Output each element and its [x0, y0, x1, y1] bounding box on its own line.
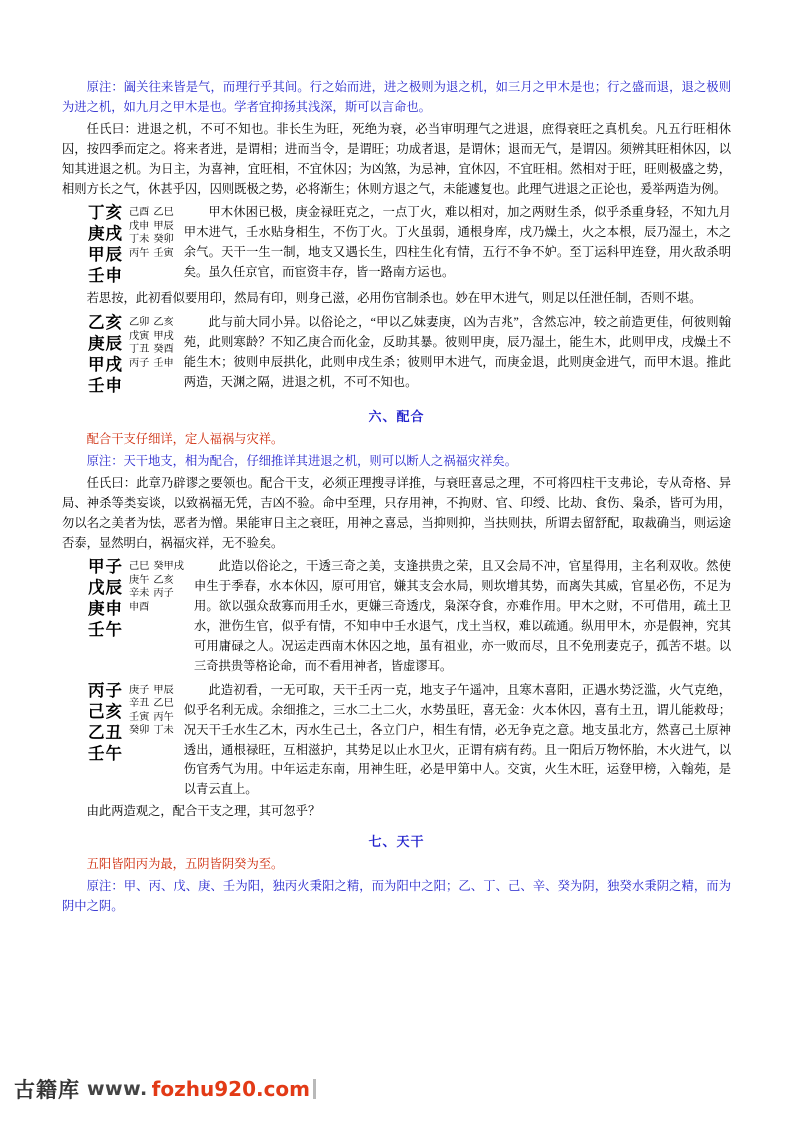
luck-item: 甲辰 [153, 684, 174, 696]
luck-item: 丁丑 [129, 344, 150, 356]
luck-col-b [151, 681, 175, 765]
bazi-main-pillars-4 [88, 681, 127, 765]
luck-col-a [127, 681, 151, 765]
pillar-2: 庚辰 [88, 334, 123, 354]
pillar-1: 丁亥 [88, 203, 123, 223]
luck-item: 癸卯 [129, 725, 150, 737]
section-heading-six: 六、配合 [368, 408, 425, 424]
domain-name: fozhu920.com [151, 1077, 311, 1101]
luck-item: 丙子 [153, 588, 174, 600]
luck-col-b [151, 203, 175, 287]
pillar-2: 戊辰 [88, 578, 123, 598]
bazi-main-pillars-1 [88, 203, 127, 287]
bazi-luck-pillars-2 [127, 313, 176, 397]
luck-item: 丁未 [153, 725, 174, 737]
bazi-chart-2-commentary [184, 313, 731, 393]
brand-name: 古籍库 [14, 1078, 80, 1102]
section-heading-seven: 七、天干 [368, 834, 425, 850]
renshi-six: 任氏曰：此章乃辟谬之要领也。配合干支，必须正理搜寻详推，与衰旺喜忌之理，不可将四柱干支弗论，专从奇格、异局、神杀等类妄谈，以致祸福无凭，吉凶不验。命中至理，只存用神，不拘财、官、印绶、比劫、食伤、枭杀，皆可为用，勿以名之美者为怯，恶者为憎。果能审日主之衰旺，用神之喜忌，当抑则抑，当扶则扶，所谓去留舒配，取裁确当，则运途否泰，显然明白，祸福灾祥，无不验矣。 [62, 475, 731, 550]
pillar-3: 甲戌 [88, 355, 123, 375]
chart-4-text: 此造初看，一无可取，天干壬丙一克，地支子午遥冲，且寒木喜阳，正遇水势泛滥，火气克绝，似乎名利无成。余细推之，三水二土二火，水势虽旺，喜无金：火本休囚，喜有土丑，谓儿能救母；况天干壬水生乙木，丙水生己土，各立门户，相生有情，必无争克之意。地支虽北方，然喜己土原神透出，通根禄旺，互相滋护，其势足以止水卫火，正谓有病有药。且一阳后万物怀胎，木火进气，以伤官秀气为用。中年运走东南，用神生旺，必是甲第中人。交寅，火生木旺，运登甲榜，入翰苑，是以青云直上。 [183, 682, 731, 797]
pillar-2: 己亥 [88, 701, 123, 721]
luck-item: 甲戌 [153, 330, 174, 342]
pillar-4: 壬午 [88, 743, 123, 763]
pillar-1: 丙子 [88, 680, 123, 700]
bazi-chart-4-commentary [184, 681, 731, 800]
luck-item: 乙亥 [153, 574, 174, 586]
luck-col-b [151, 313, 175, 397]
yuanzhu-seven: 原注：甲、丙、戊、庚、壬为阳，独丙火秉阳之精，而为阳中之阳；乙、丁、己、辛、癸为阴，独癸水秉阴之精，而为阴中之阴。 [62, 879, 731, 913]
paragraph-yuanzhu-1: 原注：阖关往来皆是气，而理行乎其间。行之始而进，进之极则为退之机，如三月之甲木是也；行之盛而退，退之极则为进之机，如九月之甲木是也。学者宜抑扬其浅深，斯可以言命也。 [62, 80, 731, 114]
chart-1-note: 若思按，此初看似要用印，然局有印，则身己滋，必用伤官制杀也。妙在甲木进气，则足以任泄任制，否则不堪。 [86, 291, 702, 306]
luck-item: 戊申 [129, 220, 150, 232]
luck-item: 己酉 [129, 207, 150, 219]
pillar-1: 乙亥 [88, 313, 123, 333]
pillar-3: 庚申 [88, 599, 123, 619]
luck-item: 己巳 [129, 561, 150, 573]
bazi-main-pillars-2 [88, 313, 127, 397]
luck-col-a [127, 313, 151, 397]
luck-col-a [127, 203, 151, 287]
closing-paragraph: 由此两造观之，配合干支之理，其可忽乎？ [86, 804, 321, 819]
verse-six: 配合干支仔细详，定人福祸与灾祥。 [86, 431, 284, 446]
pillar-4: 壬午 [88, 620, 123, 640]
luck-item: 戊寅 [129, 330, 150, 342]
luck-item: 壬寅 [129, 711, 150, 723]
divider [313, 1079, 316, 1099]
bazi-chart-4 [62, 681, 731, 800]
luck-item: 丁未 [129, 234, 150, 246]
luck-col-b [151, 557, 186, 641]
luck-item: 癸酉 [153, 344, 174, 356]
yuanzhu-six: 原注：天干地支，相为配合，仔细推详其进退之机，则可以断人之祸福灾祥矣。 [86, 453, 517, 468]
luck-item: 壬寅 [153, 247, 174, 259]
luck-item: 乙亥 [153, 317, 174, 329]
luck-col-a [127, 557, 151, 641]
bazi-luck-pillars-3 [127, 557, 186, 641]
bazi-chart-1-commentary [184, 203, 731, 283]
luck-item: 辛丑 [129, 698, 150, 710]
bazi-pillars-3 [88, 557, 186, 641]
site-watermark [14, 1074, 316, 1104]
bazi-luck-pillars-1 [127, 203, 176, 287]
luck-item: 乙巳 [153, 207, 174, 219]
chart-1-text: 甲木休困已极，庚金禄旺克之，一点丁火，难以相对，加之两财生杀，似乎杀重身轻，不知九月甲木进气，壬水贴身相生，不伤丁火。丁火虽弱，通根身库，戌乃燥土，火之本根，辰乃湿土，木之余气。天干一生一制，地支又遇长生，四柱生化有情，五行不争不妒。至丁运科甲连登，用火敌杀明矣。虽久任京官，而宦资丰存，皆一路南方运也。 [183, 205, 731, 280]
www-prefix: www. [87, 1078, 148, 1100]
pillar-4: 壬申 [88, 266, 123, 286]
luck-item: 丙子 [129, 357, 150, 369]
luck-item: 申酉 [129, 601, 150, 613]
luck-item: 癸卯 [153, 234, 174, 246]
pillar-3: 乙丑 [88, 722, 123, 742]
bazi-main-pillars-3 [88, 557, 127, 641]
bazi-luck-pillars-4 [127, 681, 176, 765]
chart-2-text: 此与前大同小异。以俗论之，“甲以乙妹妻庚，凶为吉兆”，含然忘冲，较之前造更佳，何彼则翰苑，此则寒龄？不知乙庚合而化金，反助其暴。彼则甲庚，辰乃湿土，能生木，此则甲戌，戌燥土不能生木；彼则申辰拱化，此则申戌生杀；彼则甲木进气，而庚金退，此则庚金进气，而甲木退。推此两造，天渊之隔，进退之机，不可不知也。 [183, 315, 731, 389]
bazi-pillars-2 [88, 313, 176, 397]
bazi-chart-3-commentary [194, 557, 731, 676]
luck-item: 乙巳 [153, 698, 174, 710]
luck-item: 壬申 [153, 357, 174, 369]
bazi-chart-3 [62, 557, 731, 676]
luck-item: 乙卯 [129, 317, 150, 329]
bazi-chart-2 [62, 313, 731, 397]
verse-seven: 五阳皆阳丙为最，五阴皆阴癸为至。 [86, 857, 284, 872]
luck-item: 甲辰 [153, 220, 174, 232]
bazi-pillars-1 [88, 203, 176, 287]
luck-item: 庚午 [129, 574, 150, 586]
bazi-chart-1 [62, 203, 731, 287]
pillar-3: 甲辰 [88, 245, 123, 265]
luck-item: 丙午 [153, 711, 174, 723]
luck-item: 丙午 [129, 247, 150, 259]
pillar-2: 庚戌 [88, 224, 123, 244]
paragraph-renshi-1: 任氏曰：进退之机，不可不知也。非长生为旺，死绝为衰，必当审明理气之进退，庶得衰旺之真机矣。凡五行旺相休囚，按四季而定之。将来者进，是谓相；进而当令，是谓旺；功成者退，是谓休；退而无气，是谓囚。须辨其旺相休囚，以知其进退之机。为日主，为喜神，宜旺相，不宜休囚；为凶煞，为忌神，宜休囚，不宜旺相。然相对于旺，旺则极盛之势，相则方长之气，休甚乎囚，囚则既极之势，必将渐生；休则方退之气，未能遽复也。此理气进退之正论也，爰举两造为例。 [62, 121, 731, 196]
pillar-1: 甲子 [88, 557, 123, 577]
luck-item: 辛未 [129, 588, 150, 600]
luck-item: 癸甲戌 [153, 561, 184, 573]
luck-item: 庚子 [129, 684, 150, 696]
chart-3-text: 此造以俗论之，干透三奇之美，支逢拱贵之荣，且又会局不冲，官星得用，主名利双收。然使申生于季春，水本休囚，原可用官，嫌其支会水局，则坎增其势，而离失其威，官星必伤，不足为用。欲以强众敌寡而用壬水，更嫌三奇透戊，枭深夺食，亦难作用。甲木之财，不可借用，疏土卫水，泄伤生官，似乎有情，不知申中壬水退气，戊土当权，难以疏通。纵用甲木，亦是假神，究其可用庸碌之人。况运走西南木休囚之地，虽有祖业，亦一败而尽，且不免刑妻克子，孤苦不堪。以三奇拱贵等格论命，而不看用神者，皆虚谬耳。 [193, 559, 731, 673]
pillar-4: 壬申 [88, 376, 123, 396]
bazi-pillars-4 [88, 681, 176, 765]
